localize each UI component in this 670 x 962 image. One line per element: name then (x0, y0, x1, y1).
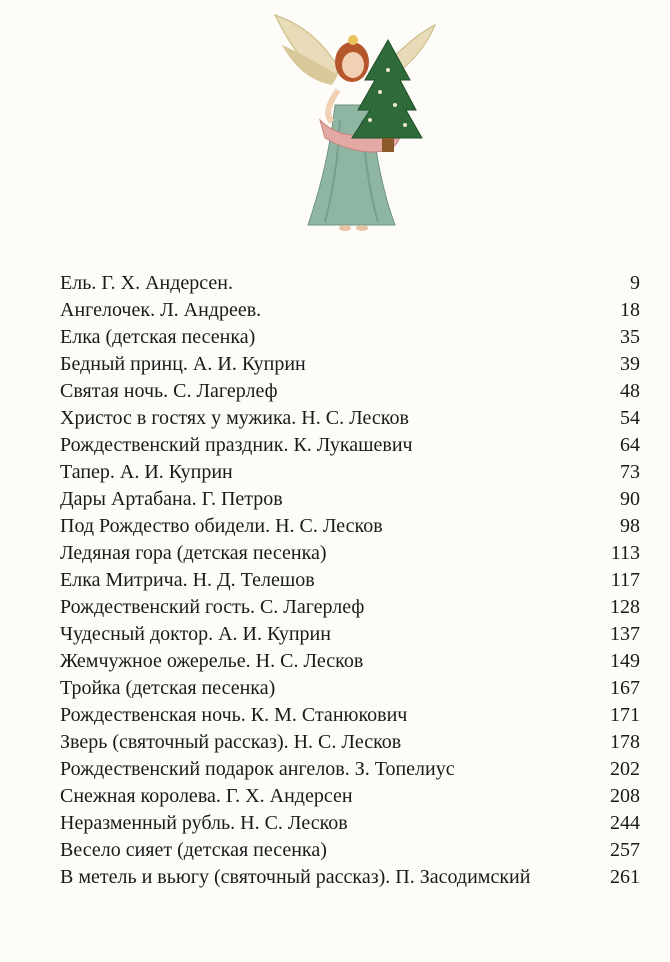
toc-entry (60, 864, 640, 891)
toc-entry (60, 270, 640, 297)
toc-entry-page: 39 (620, 353, 640, 375)
toc-entry (60, 486, 640, 513)
toc-entry-title: Неразменный рубль. Н. С. Лесков (60, 812, 348, 834)
toc-entry-page: 137 (610, 623, 640, 645)
toc-entry (60, 351, 640, 378)
angel-with-christmas-tree-icon (270, 10, 440, 235)
toc-entry (60, 729, 640, 756)
toc-entry (60, 675, 640, 702)
toc-entry-page: 171 (610, 704, 640, 726)
toc-entry-page: 48 (620, 380, 640, 402)
toc-entry-title: Ледяная гора (детская песенка) (60, 542, 327, 564)
toc-entry-title: Зверь (святочный рассказ). Н. С. Лесков (60, 731, 402, 753)
toc-entry (60, 702, 640, 729)
table-of-contents (60, 270, 640, 891)
toc-entry (60, 540, 640, 567)
toc-entry (60, 378, 640, 405)
toc-entry-page: 202 (610, 758, 640, 780)
toc-entry-title: Весело сияет (детская песенка) (60, 839, 327, 861)
toc-entry-title: Рождественский праздник. К. Лукашевич (60, 434, 413, 456)
toc-entry (60, 432, 640, 459)
toc-entry-page: 261 (610, 866, 640, 888)
toc-entry-page: 113 (610, 542, 640, 564)
toc-entry-title: Елка (детская песенка) (60, 326, 256, 348)
toc-entry-title: Христос в гостях у мужика. Н. С. Лесков (60, 407, 409, 429)
toc-entry-title: Святая ночь. С. Лагерлеф (60, 380, 278, 402)
toc-entry-page: 9 (630, 272, 640, 294)
toc-entry (60, 405, 640, 432)
toc-entry-page: 90 (620, 488, 640, 510)
toc-entry (60, 783, 640, 810)
toc-entry-title: Тройка (детская песенка) (60, 677, 276, 699)
toc-entry-page: 73 (620, 461, 640, 483)
toc-entry (60, 297, 640, 324)
toc-entry-title: Рождественская ночь. К. М. Станюкович (60, 704, 408, 726)
toc-entry-title: Бедный принц. А. И. Куприн (60, 353, 306, 375)
toc-entry (60, 756, 640, 783)
toc-entry-title: В метель и вьюгу (святочный рассказ). П. Засодимский (60, 866, 531, 888)
toc-entry-page: 117 (610, 569, 640, 591)
toc-entry-title: Тапер. А. И. Куприн (60, 461, 233, 483)
toc-entry (60, 810, 640, 837)
toc-entry-title: Ель. Г. Х. Андерсен. (60, 272, 233, 294)
toc-entry (60, 567, 640, 594)
toc-entry-title: Елка Митрича. Н. Д. Телешов (60, 569, 315, 591)
toc-entry-title: Дары Артабана. Г. Петров (60, 488, 283, 510)
toc-entry-page: 54 (620, 407, 640, 429)
toc-entry-page: 167 (610, 677, 640, 699)
toc-entry-title: Ангелочек. Л. Андреев. (60, 299, 262, 321)
toc-entry-page: 149 (610, 650, 640, 672)
toc-entry (60, 459, 640, 486)
toc-entry (60, 324, 640, 351)
toc-entry-page: 178 (610, 731, 640, 753)
toc-entry (60, 621, 640, 648)
toc-entry (60, 594, 640, 621)
toc-entry (60, 648, 640, 675)
toc-entry-page: 98 (620, 515, 640, 537)
toc-entry (60, 513, 640, 540)
toc-entry-title: Жемчужное ожерелье. Н. С. Лесков (60, 650, 364, 672)
toc-entry-title: Рождественский гость. С. Лагерлеф (60, 596, 365, 618)
toc-entry-page: 244 (610, 812, 640, 834)
toc-entry-page: 64 (620, 434, 640, 456)
toc-entry-page: 128 (610, 596, 640, 618)
toc-entry-title: Чудесный доктор. А. И. Куприн (60, 623, 331, 645)
toc-entry (60, 837, 640, 864)
toc-entry-page: 18 (620, 299, 640, 321)
toc-entry-title: Рождественский подарок ангелов. З. Топелиус (60, 758, 455, 780)
toc-entry-page: 257 (610, 839, 640, 861)
toc-entry-page: 35 (620, 326, 640, 348)
toc-entry-page: 208 (610, 785, 640, 807)
toc-entry-title: Снежная королева. Г. Х. Андерсен (60, 785, 353, 807)
toc-entry-title: Под Рождество обидели. Н. С. Лесков (60, 515, 383, 537)
